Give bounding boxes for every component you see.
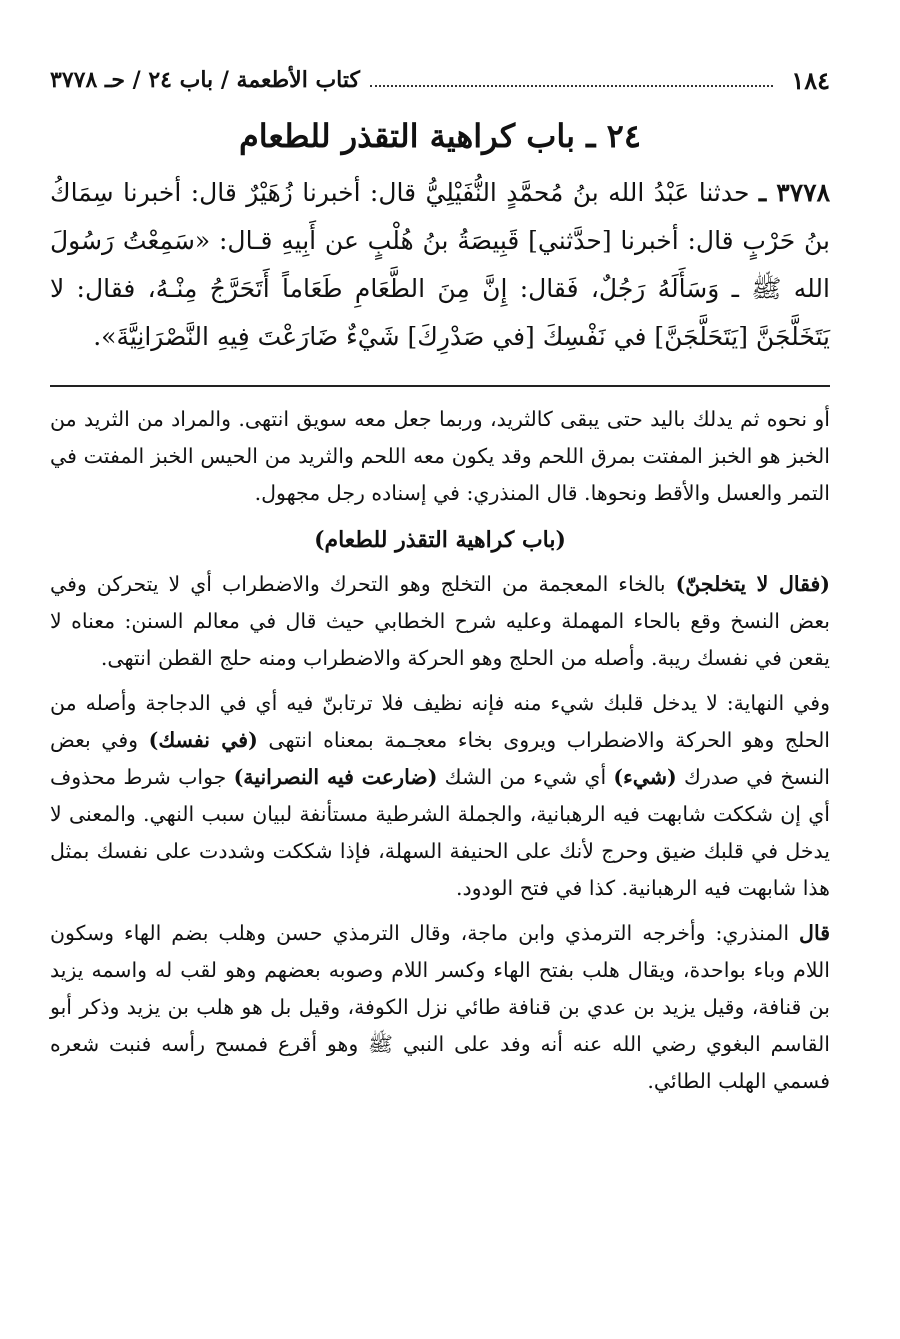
commentary-text: المنذري: وأخرجه الترمذي وابن ماجة، وقال الترمذي حسن وهلب بضم الهاء وسكون اللام وباء بواحدة، ويقال هلب بفتح الهاء وكسر اللام وصوبه بعضهم وهو لقب له واسمه يزيد بن قنافة، وقيل يزيد بن عدي بن قنافة طائي نزل الكوفة، وقيل بل هو هلب بن يزيد وذكر أبو القاسم البغوي رضي الله عنه أنه وفد على النبي ﷺ وهو أقرع فمسح رأسه فنبت شعره فسمي الهلب الطائي. (50, 920, 830, 1093)
header-dotted-leader (370, 85, 773, 87)
commentary (50, 401, 830, 1100)
page-header (50, 60, 830, 100)
commentary-text: أو نحوه ثم يدلك باليد حتى يبقى كالثريد، وربما جعل معه سويق انتهى. والمراد من الثريد من الخبز هو الخبز المفتت بمرق اللحم وقد يكون معه اللحم والثريد من الحيس الخبز المفتت في التمر والعسل والأقط ونحوها. قال المنذري: في إسناده رجل مجهول. (50, 406, 830, 505)
commentary-bold-phrase: (في نفسك) (148, 727, 258, 752)
hadith-body: حدثنا عَبْدُ الله بنُ مُحمَّدٍ النُّفَيْلِيُّ قال: أخبرنا زُهَيْرٌ قال: أخبرنا سِمَاكُ بنُ حَرْبٍ قال: أخبرنا [حدَّثني] قَبِيصَةُ بنُ هُلْبٍ عن أَبِيهِ قـال: «سَمِعْتُ رَسُولَ الله ﷺ ـ وَسَأَلَهُ رَجُلٌ، فَقال: إِنَّ مِنَ الطَّعَامِ طَعَاماً أَتَحَرَّجُ مِنْـهُ، فقال: لا يَتَخَلَّجَنَّ [يَتَحَلَّجَنَّ] في نَفْسِكَ [في صَدْرِكَ] شَيْءٌ ضَارَعْتَ فِيهِ النَّصْرَانِيَّةَ». (50, 177, 830, 351)
commentary-text: جواب شرط محذوف أي إن شككت شابهت فيه الرهبانية، والجملة الشرطية مستأنفة لبيان سبب النهي. والمعنى لا يدخل في قلبك ضيق وحرج لأنك على الحنيفة السهلة، فإذا شككت وشددت على نفسك بمثل هذا شابهت فيه الرهبانية. كذا في فتح الودود. (50, 764, 830, 900)
commentary-text: أي شيء من الشك (437, 764, 614, 789)
commentary-bold-phrase: (شيء) (613, 764, 677, 789)
book-page (50, 60, 830, 1108)
commentary-bold-phrase: (ضارعت فيه النصرانية) (233, 764, 438, 789)
commentary-text: بالخاء المعجمة من التخلج وهو التحرك والاضطراب أي لا يتحركن وفي بعض النسخ وقع بالحاء المهملة وعليه شرح الخطابي حيث قال في معالم السنن: معناه لا يقعن في نفسك ريبة. وأصله من الحلج وهو الحركة والاضطراب ومنه حلج القطن انتهى. (50, 571, 830, 670)
chapter-title: ٢٤ ـ باب كراهية التقذر للطعام (238, 117, 642, 155)
footnote-divider (50, 385, 830, 387)
commentary-text: وفي بعض النسخ في صدرك (50, 727, 830, 789)
commentary-paragraph (50, 685, 830, 907)
hadith-text (50, 169, 830, 361)
page-number: ١٨٤ (791, 65, 830, 95)
running-title: كتاب الأطعمة / باب ٢٤ / حـ ٣٧٧٨ (50, 67, 360, 93)
commentary-bold-phrase: (فقال لا يتخلجنّ) (675, 571, 830, 596)
commentary-paragraph (50, 915, 830, 1100)
commentary-sub-heading: (باب كراهية التقذر للطعام) (314, 526, 566, 553)
hadith-number: ٣٧٧٨ ـ (758, 177, 830, 207)
commentary-text: وفي النهاية: لا يدخل قلبك شيء منه فإنه نظيف فلا ترتابنّ فيه أي في الدجاجة وأصله من الحلج وهو الحركة والاضطراب ويروى بخاء معجـمة بمعناه انتهى (50, 690, 831, 752)
commentary-paragraph (50, 401, 830, 512)
commentary-bold-phrase: قال (799, 920, 830, 945)
commentary-paragraph (50, 566, 830, 677)
